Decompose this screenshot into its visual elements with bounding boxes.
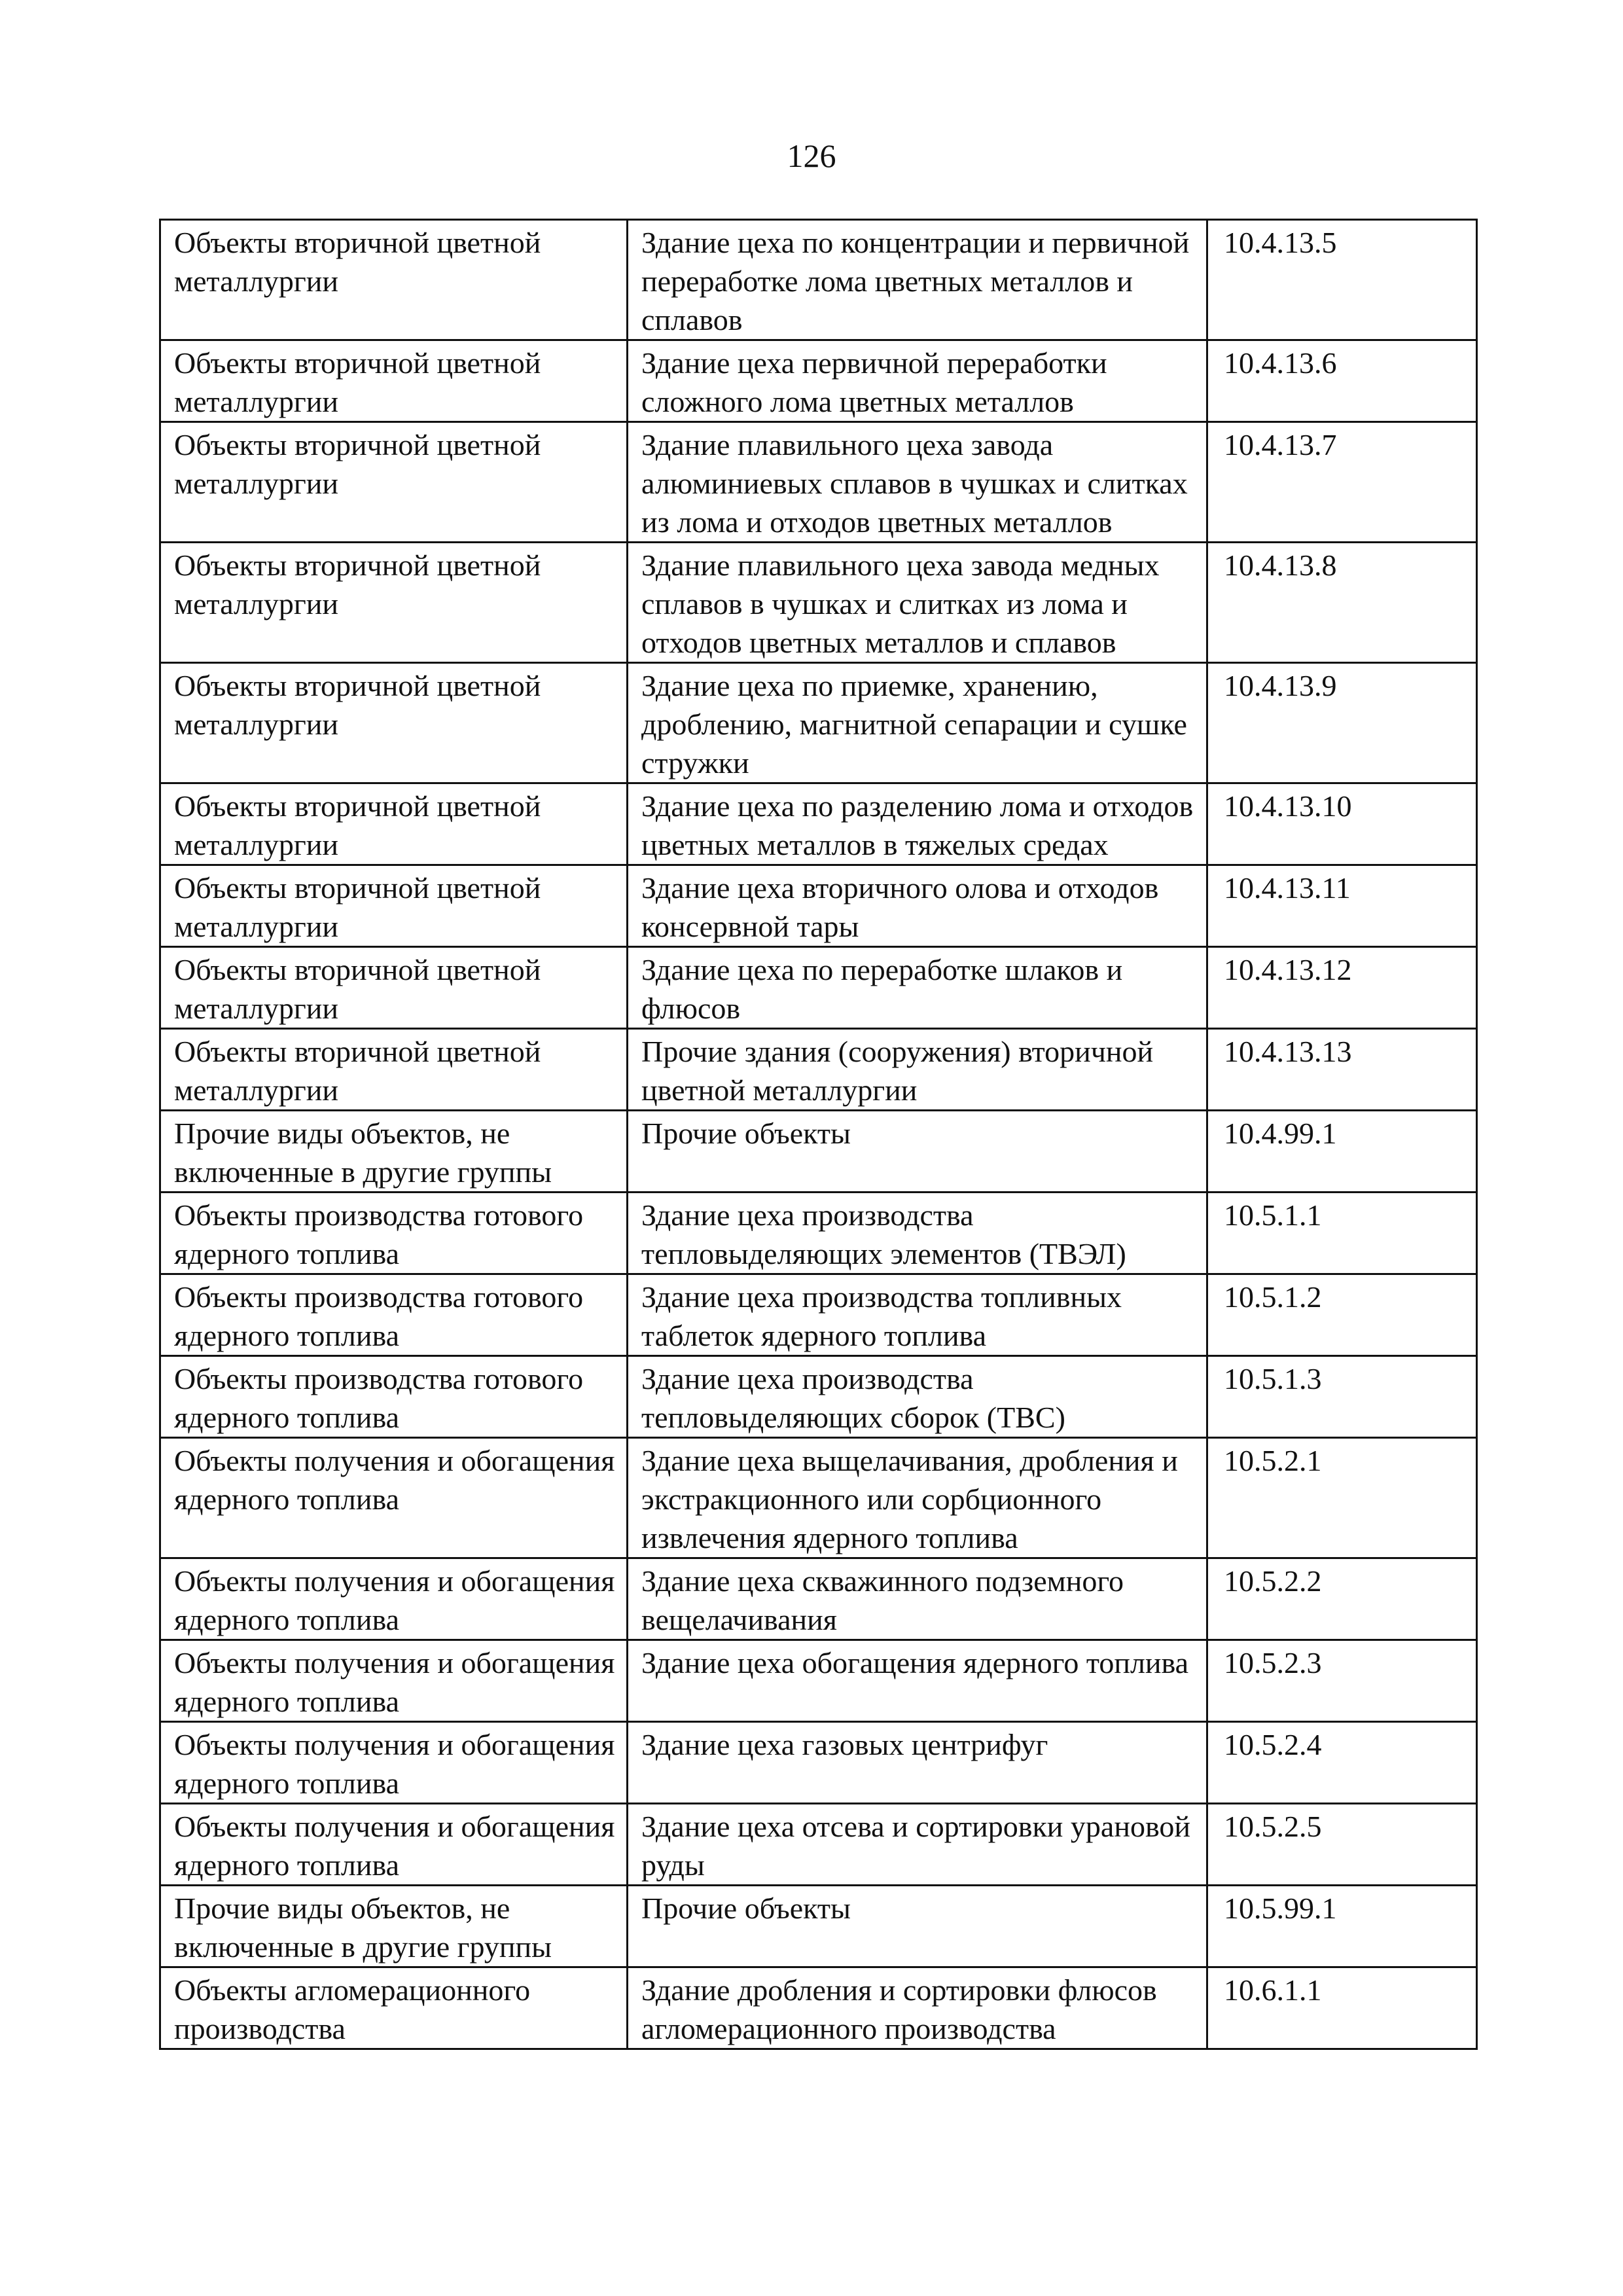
code-cell: 10.5.1.1 <box>1207 1193 1477 1274</box>
code-cell: 10.5.2.2 <box>1207 1558 1477 1640</box>
table-row <box>160 865 1477 947</box>
object-name-cell: Здание плавильного цеха завода медных сплавов в чушках и слитках из лома и отходов цветных металлов и сплавов <box>628 543 1207 663</box>
code-cell: 10.4.13.9 <box>1207 663 1477 783</box>
category-cell: Объекты производства готового ядерного топлива <box>160 1193 628 1274</box>
table-row <box>160 1967 1477 2049</box>
object-name-cell: Здание цеха выщелачивания, дробления и экстракционного или сорбционного извлечения ядерного топлива <box>628 1438 1207 1558</box>
table-row <box>160 663 1477 783</box>
object-name-cell: Прочие здания (сооружения) вторичной цветной металлургии <box>628 1029 1207 1111</box>
code-cell: 10.4.13.10 <box>1207 783 1477 865</box>
object-name-cell: Здание цеха газовых центрифуг <box>628 1722 1207 1804</box>
table-row <box>160 220 1477 340</box>
table-row <box>160 947 1477 1029</box>
category-cell: Объекты производства готового ядерного топлива <box>160 1274 628 1356</box>
category-cell: Объекты вторичной цветной металлургии <box>160 422 628 543</box>
category-cell: Объекты вторичной цветной металлургии <box>160 543 628 663</box>
page-number: 126 <box>787 137 836 174</box>
category-cell: Объекты получения и обогащения ядерного топлива <box>160 1804 628 1886</box>
category-cell: Объекты вторичной цветной металлургии <box>160 1029 628 1111</box>
classification-table <box>159 219 1478 2050</box>
table-row <box>160 1029 1477 1111</box>
table-row <box>160 543 1477 663</box>
category-cell: Объекты производства готового ядерного топлива <box>160 1356 628 1438</box>
object-name-cell: Здание цеха по переработке шлаков и флюсов <box>628 947 1207 1029</box>
object-name-cell: Здание цеха по концентрации и первичной переработке лома цветных металлов и сплавов <box>628 220 1207 340</box>
object-name-cell: Прочие объекты <box>628 1111 1207 1193</box>
table-body <box>160 220 1477 2049</box>
object-name-cell: Здание цеха первичной переработки сложного лома цветных металлов <box>628 340 1207 422</box>
table-row <box>160 1886 1477 1967</box>
object-name-cell: Здание цеха отсева и сортировки урановой руды <box>628 1804 1207 1886</box>
category-cell: Объекты вторичной цветной металлургии <box>160 663 628 783</box>
code-cell: 10.5.1.2 <box>1207 1274 1477 1356</box>
category-cell: Прочие виды объектов, не включенные в другие группы <box>160 1111 628 1193</box>
category-cell: Объекты вторичной цветной металлургии <box>160 947 628 1029</box>
code-cell: 10.5.2.5 <box>1207 1804 1477 1886</box>
category-cell: Объекты получения и обогащения ядерного топлива <box>160 1640 628 1722</box>
category-cell: Объекты вторичной цветной металлургии <box>160 783 628 865</box>
code-cell: 10.4.13.8 <box>1207 543 1477 663</box>
code-cell: 10.5.2.3 <box>1207 1640 1477 1722</box>
code-cell: 10.5.2.4 <box>1207 1722 1477 1804</box>
object-name-cell: Прочие объекты <box>628 1886 1207 1967</box>
table-row <box>160 422 1477 543</box>
object-name-cell: Здание цеха скважинного подземного вещелачивания <box>628 1558 1207 1640</box>
table-row <box>160 340 1477 422</box>
object-name-cell: Здание цеха производства топливных таблеток ядерного топлива <box>628 1274 1207 1356</box>
code-cell: 10.4.13.6 <box>1207 340 1477 422</box>
category-cell: Объекты получения и обогащения ядерного топлива <box>160 1558 628 1640</box>
object-name-cell: Здание цеха вторичного олова и отходов консервной тары <box>628 865 1207 947</box>
category-cell: Прочие виды объектов, не включенные в другие группы <box>160 1886 628 1967</box>
table-row <box>160 1804 1477 1886</box>
object-name-cell: Здание цеха по разделению лома и отходов цветных металлов в тяжелых средах <box>628 783 1207 865</box>
table-row <box>160 1193 1477 1274</box>
code-cell: 10.6.1.1 <box>1207 1967 1477 2049</box>
code-cell: 10.5.1.3 <box>1207 1356 1477 1438</box>
object-name-cell: Здание цеха по приемке, хранению, дроблению, магнитной сепарации и сушке стружки <box>628 663 1207 783</box>
table-row <box>160 1274 1477 1356</box>
code-cell: 10.4.99.1 <box>1207 1111 1477 1193</box>
table-row <box>160 1356 1477 1438</box>
code-cell: 10.4.13.7 <box>1207 422 1477 543</box>
table-row <box>160 1558 1477 1640</box>
category-cell: Объекты вторичной цветной металлургии <box>160 865 628 947</box>
code-cell: 10.4.13.13 <box>1207 1029 1477 1111</box>
code-cell: 10.5.2.1 <box>1207 1438 1477 1558</box>
category-cell: Объекты агломерационного производства <box>160 1967 628 2049</box>
code-cell: 10.4.13.12 <box>1207 947 1477 1029</box>
category-cell: Объекты получения и обогащения ядерного топлива <box>160 1722 628 1804</box>
category-cell: Объекты получения и обогащения ядерного топлива <box>160 1438 628 1558</box>
object-name-cell: Здание плавильного цеха завода алюминиевых сплавов в чушках и слитках из лома и отходов цветных металлов <box>628 422 1207 543</box>
table-row <box>160 783 1477 865</box>
category-cell: Объекты вторичной цветной металлургии <box>160 340 628 422</box>
object-name-cell: Здание цеха производства тепловыделяющих элементов (ТВЭЛ) <box>628 1193 1207 1274</box>
object-name-cell: Здание дробления и сортировки флюсов агломерационного производства <box>628 1967 1207 2049</box>
code-cell: 10.5.99.1 <box>1207 1886 1477 1967</box>
table-row <box>160 1111 1477 1193</box>
code-cell: 10.4.13.5 <box>1207 220 1477 340</box>
object-name-cell: Здание цеха обогащения ядерного топлива <box>628 1640 1207 1722</box>
table-row <box>160 1722 1477 1804</box>
object-name-cell: Здание цеха производства тепловыделяющих сборок (ТВС) <box>628 1356 1207 1438</box>
table-row <box>160 1438 1477 1558</box>
table-row <box>160 1640 1477 1722</box>
code-cell: 10.4.13.11 <box>1207 865 1477 947</box>
category-cell: Объекты вторичной цветной металлургии <box>160 220 628 340</box>
